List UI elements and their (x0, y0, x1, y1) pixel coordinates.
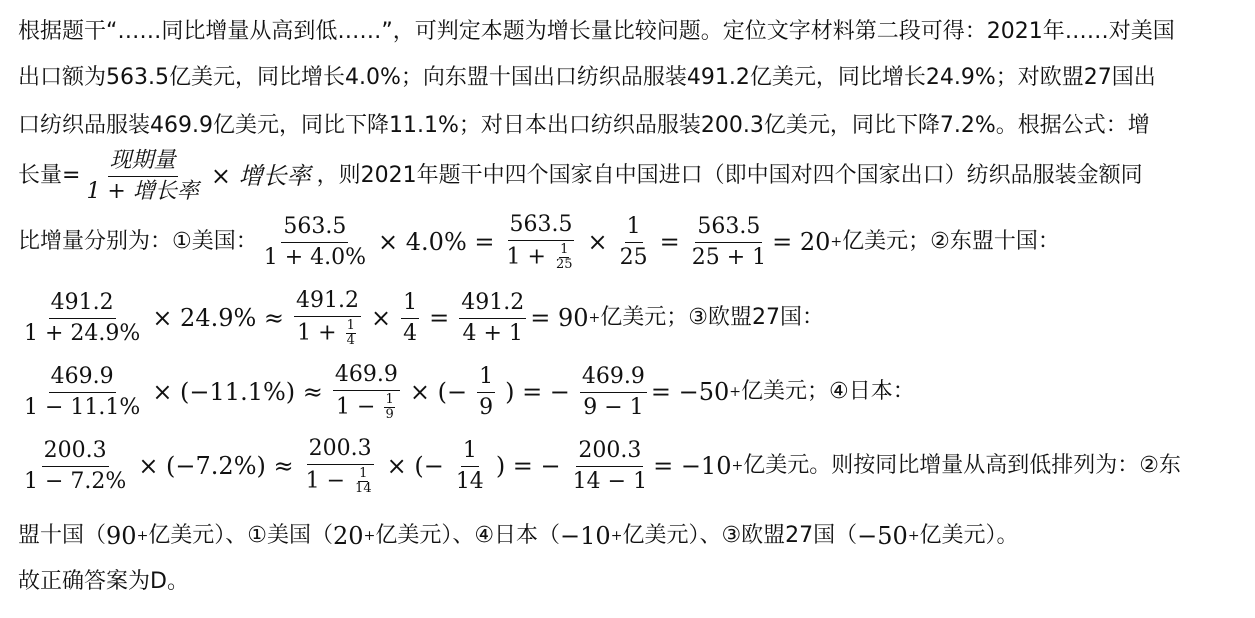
calc-us-tail: 亿美元；②东盟十国： (842, 229, 1060, 254)
calc-line-eu (18, 362, 915, 422)
formula-tail: ，则2021年题干中四个国家自中国进口（即中国对四个国家出口）纺织品服装金额同 (316, 163, 1143, 188)
calc-us-frac-2 (505, 212, 578, 272)
calc-asean-frac-1-num: 491.2 (49, 290, 116, 319)
calc-us-frac-2-num: 563.5 (508, 212, 575, 241)
calc-us-result: = 20 (772, 228, 831, 256)
calc-us-frac-4-num: 563.5 (695, 214, 762, 243)
calc-eu-frac-3 (477, 364, 495, 421)
calc-japan-result-sup: + (731, 458, 744, 474)
calc-eu-frac-2-den-a: 1 − (336, 394, 376, 420)
calc-eu-op-1: × (−11.1%) ≈ (152, 378, 323, 406)
calc-eu-frac-4-num: 469.9 (580, 364, 647, 393)
calc-japan-frac-3-den: 14 (455, 468, 484, 494)
calc-eu-frac-4 (580, 364, 647, 421)
calc-us-frac-4-den: 25 + 1 (691, 244, 767, 270)
ranking-a-unit: 亿美元）、①美国（ (148, 523, 334, 548)
ranking-c-sup: + (610, 528, 623, 544)
calc-eu-frac-4-den: 9 − 1 (583, 394, 644, 420)
ranking-a-value: 90 (106, 522, 137, 550)
calc-asean-frac-2-den (295, 317, 360, 348)
ranking-c-unit: 亿美元）、③欧盟27国（ (622, 523, 858, 548)
calc-asean-frac-3 (401, 290, 419, 347)
ranking-d-sup: + (907, 528, 920, 544)
calc-us-frac-3-den: 25 (619, 244, 648, 270)
ranking-a-label: 盟十国（ (18, 523, 107, 548)
calc-eu-small-frac (384, 393, 394, 422)
calc-asean-small-frac (346, 319, 356, 348)
calc-japan-small-frac (354, 467, 373, 496)
ranking-d-unit: 亿美元）。 (919, 523, 1019, 548)
calc-us-frac-2-den (505, 241, 578, 272)
calc-asean-result: = 90 (530, 304, 589, 332)
calc-us-small-frac-den: 25 (555, 257, 573, 272)
calc-japan-frac-1-num: 200.3 (42, 438, 109, 467)
calc-japan-frac-1 (22, 438, 128, 495)
calc-japan-frac-1-den: 1 − 7.2% (24, 468, 127, 494)
calc-eu-frac-3-num: 1 (477, 364, 495, 393)
calc-eu-frac-2-den (334, 391, 399, 422)
text-line-1-content: 根据题干“……同比增量从高到低……”，可判定本题为增长量比较问题。定位文字材料第二段可得：2021年……对美国 (18, 19, 1175, 44)
calc-line-japan (18, 436, 1181, 496)
answer-text: 故正确答案为D。 (18, 569, 189, 594)
text-line-2-content: 出口额为563.5亿美元，同比增长4.0%；向东盟十国出口纺织品服装491.2亿美元，同比增长24.9%；对欧盟27国出 (18, 65, 1156, 90)
calc-asean-small-frac-num: 1 (346, 318, 355, 333)
calc-eu-result: = −50 (650, 378, 730, 406)
formula-times: × 增长率 (210, 162, 311, 190)
calc-japan-frac-4-num: 200.3 (576, 438, 643, 467)
calc-japan-op-1: × (−7.2%) ≈ (138, 452, 294, 480)
calc-japan-frac-3 (454, 438, 486, 495)
formula-numerator: 现期量 (108, 148, 178, 177)
calc-eu-small-frac-den: 9 (385, 407, 394, 422)
calc-asean-frac-2-den-a: 1 + (297, 320, 337, 346)
calc-us-lead: 比增量分别为：①美国： (18, 229, 258, 254)
calc-asean-small-frac-den: 4 (346, 333, 355, 348)
calc-japan-frac-2-den-a: 1 − (305, 468, 346, 494)
calc-us-small-frac (555, 243, 574, 272)
calc-us-result-sup: + (830, 234, 843, 250)
calc-us-frac-4 (690, 214, 768, 271)
calc-eu-frac-3-den: 9 (479, 394, 494, 420)
calc-asean-frac-2 (294, 288, 361, 348)
ranking-b-unit: 亿美元）、④日本（ (375, 523, 561, 548)
calc-us-frac-2-den-a: 1 + (506, 244, 546, 270)
calc-asean-frac-4 (459, 290, 526, 347)
calc-japan-op-2: × (− (386, 452, 444, 480)
calc-asean-frac-4-num: 491.2 (459, 290, 526, 319)
calc-asean-op-1: × 24.9% ≈ (152, 304, 285, 332)
calc-japan-tail: 亿美元。则按同比增量从高到低排列为：②东 (743, 453, 1181, 478)
calc-line-asean (18, 288, 824, 348)
calc-japan-op-3: ) = − (495, 452, 561, 480)
calc-us-frac-3 (618, 214, 650, 271)
calc-asean-result-sup: + (588, 310, 601, 326)
calc-eu-op-3: ) = − (505, 378, 570, 406)
calc-us-frac-1-num: 563.5 (281, 214, 348, 243)
calc-us-op-2: × (587, 228, 608, 256)
ranking-b-value: 20 (333, 522, 364, 550)
calc-eu-result-sup: + (729, 384, 742, 400)
formula-denominator: 1 + 增长率 (86, 178, 199, 204)
calc-asean-op-3: = (429, 304, 450, 332)
calc-japan-frac-3-num: 1 (461, 438, 479, 467)
calc-line-us (18, 212, 1060, 272)
calc-asean-op-2: × (371, 304, 392, 332)
calc-eu-frac-1-den: 1 − 11.1% (24, 394, 141, 420)
calc-eu-op-2: × (− (409, 378, 468, 406)
ranking-d-value: −50 (857, 522, 908, 550)
calc-japan-small-frac-den: 14 (355, 481, 372, 496)
calc-asean-frac-4-den: 4 + 1 (462, 320, 523, 346)
formula-lead: 长量= (18, 163, 81, 188)
calc-eu-frac-1-num: 469.9 (49, 364, 116, 393)
calc-japan-frac-2 (304, 436, 377, 496)
calc-japan-frac-2-den (304, 465, 377, 496)
ranking-c-value: −10 (560, 522, 611, 550)
formula-line (18, 146, 1143, 206)
calc-japan-small-frac-num: 1 (359, 466, 368, 481)
calc-asean-frac-2-num: 491.2 (294, 288, 361, 317)
calc-japan-frac-4-den: 14 − 1 (572, 468, 648, 494)
ranking-b-sup: + (363, 528, 376, 544)
calc-us-small-frac-num: 1 (560, 242, 569, 257)
calc-us-frac-1-den: 1 + 4.0% (263, 244, 367, 270)
text-line-3-content: 口纺织品服装469.9亿美元，同比下降11.1%；对日本出口纺织品服装200.3亿美元，同比下降7.2%。根据公式：增 (18, 113, 1150, 138)
calc-eu-small-frac-num: 1 (385, 392, 394, 407)
calc-japan-frac-4 (571, 438, 649, 495)
answer-line (18, 552, 189, 612)
calc-eu-frac-1 (22, 364, 142, 421)
calc-asean-frac-1-den: 1 + 24.9% (24, 320, 141, 346)
calc-asean-frac-3-den: 4 (403, 320, 418, 346)
ranking-a-sup: + (136, 528, 149, 544)
calc-asean-tail: 亿美元；③欧盟27国： (600, 305, 824, 330)
calc-asean-frac-1 (22, 290, 142, 347)
calc-us-op-1: × 4.0% = (378, 228, 495, 256)
calc-japan-result: = −10 (653, 452, 732, 480)
calc-us-op-3: = (659, 228, 680, 256)
calc-us-frac-3-num: 1 (625, 214, 643, 243)
formula-fraction (84, 148, 200, 205)
calc-eu-frac-2-num: 469.9 (333, 362, 400, 391)
calc-eu-tail: 亿美元；④日本： (741, 379, 915, 404)
calc-asean-frac-3-num: 1 (401, 290, 419, 319)
calc-us-frac-1 (262, 214, 368, 271)
calc-eu-frac-2 (333, 362, 400, 422)
calc-japan-frac-2-num: 200.3 (307, 436, 374, 465)
